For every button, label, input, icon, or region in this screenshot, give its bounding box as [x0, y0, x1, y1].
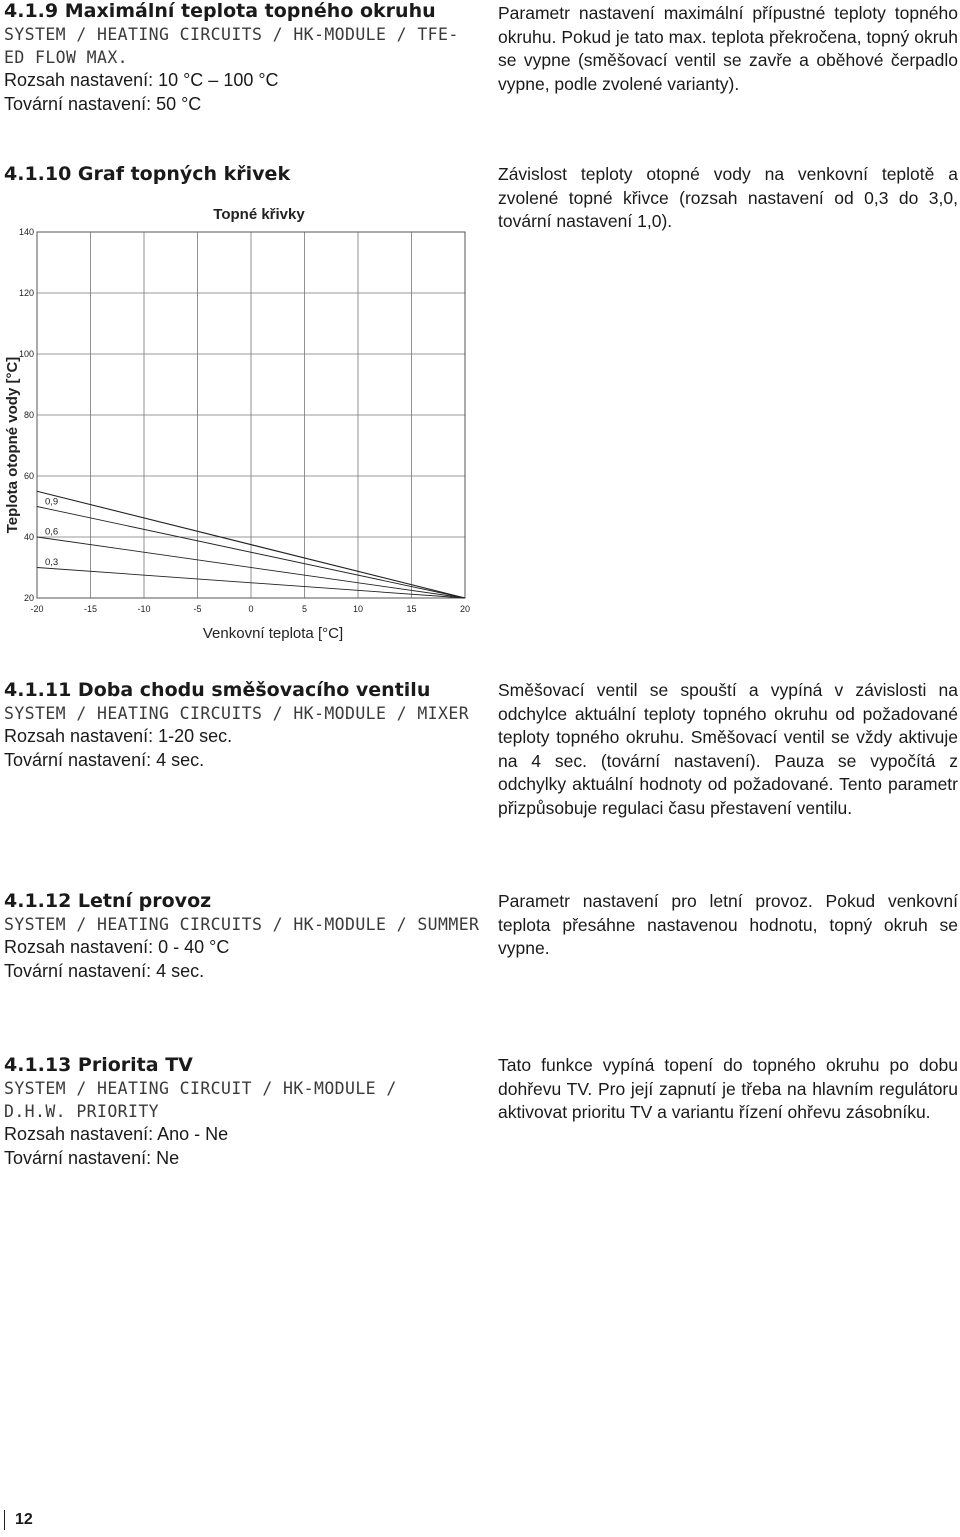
- description-text: Závislost teploty otopné vody na venkovní teplotě a zvolené topné křivce (rozsah nastavení od 0,3 do 3,0, tovární nastavení 1,0).: [498, 164, 958, 231]
- setting-range: Rozsah nastavení: 0 - 40 °C: [4, 937, 230, 957]
- chart-series-labels: [45, 497, 58, 568]
- factory-setting: Tovární nastavení: 4 sec.: [4, 960, 205, 981]
- description-text: Parametr nastavení pro letní provoz. Pokud venkovní teplota přesáhne nastavenou hodnotu, topný okruh se vypne.: [498, 891, 958, 958]
- menu-path: SYSTEM / HEATING CIRCUITS / HK-MODULE / SUMMER: [4, 915, 480, 934]
- x-tick-label: 5: [301, 604, 308, 614]
- curve-label: 0,3: [45, 556, 59, 568]
- chart-title: Topné křivky: [213, 206, 305, 223]
- description-text: Směšovací ventil se spouští a vypíná v závislosti na odchylce aktuální teploty topného okruhu od požadované teploty topného okruhu. Směšovací ventil se vždy aktivuje na 4 sec. (tovární nastavení). Pauza se vypočítá z odchylky aktuální hodnoty od požadované. Tento parametr přizpůsobuje regulaci času přestavení ventilu.: [498, 680, 958, 818]
- description-text: Tato funkce vypíná topení do topného okruhu po dobu dohřevu TV. Pro její zapnutí je třeba na hlavním regulátoru aktivovat prioritu TV a variantu řízení ohřevu zásobníku.: [498, 1055, 958, 1122]
- chart-ticks: [19, 227, 470, 614]
- menu-path: SYSTEM / HEATING CIRCUIT / HK-MODULE / D.H.W. PRIORITY: [4, 1079, 397, 1121]
- setting-range: Rozsah nastavení: 10 °C – 100 °C: [4, 70, 279, 90]
- x-tick-label: 10: [352, 604, 364, 614]
- x-tick-label: -15: [83, 604, 98, 614]
- y-tick-label: 60: [23, 471, 34, 481]
- x-tick-label: 0: [248, 604, 254, 614]
- section-4-1-10-description: [498, 163, 958, 234]
- factory-setting: Tovární nastavení: 4 sec.: [4, 749, 205, 770]
- curve-label: 0,6: [45, 526, 59, 538]
- page-number: 12: [4, 1510, 33, 1530]
- section-4-1-11-description: [498, 679, 958, 820]
- y-tick-label: 20: [23, 593, 34, 603]
- x-tick-label: 20: [459, 604, 471, 614]
- section-heading: 4.1.10 Graf topných křivek: [4, 163, 291, 185]
- chart-grid: [37, 232, 465, 598]
- x-tick-label: -20: [30, 604, 44, 614]
- section-4-1-9-description: [498, 2, 958, 96]
- menu-path: SYSTEM / HEATING CIRCUITS / HK-MODULE / MIXER: [4, 704, 470, 723]
- section-4-1-12: [4, 890, 484, 983]
- factory-setting: Tovární nastavení: 50 °C: [4, 93, 202, 114]
- section-4-1-10: [4, 163, 484, 186]
- curve-label: 0,9: [45, 496, 59, 508]
- section-heading: 4.1.13 Priorita TV: [4, 1054, 193, 1076]
- heating-curves-chart: [0, 195, 490, 645]
- section-heading: 4.1.9 Maximální teplota topného okruhu: [4, 0, 436, 22]
- section-4-1-12-description: [498, 890, 958, 961]
- setting-range: Rozsah nastavení: Ano - Ne: [4, 1124, 229, 1144]
- section-4-1-11: [4, 679, 484, 772]
- chart-y-axis-label: Teplota otopné vody [°C]: [4, 356, 21, 534]
- factory-setting: Tovární nastavení: Ne: [4, 1147, 180, 1168]
- x-tick-label: -10: [137, 604, 151, 614]
- section-4-1-13: [4, 1054, 484, 1170]
- section-4-1-13-description: [498, 1054, 958, 1125]
- y-tick-label: 100: [18, 349, 34, 359]
- x-tick-label: 15: [406, 604, 417, 614]
- x-tick-label: -5: [193, 604, 202, 614]
- y-tick-label: 40: [23, 532, 34, 542]
- y-tick-label: 80: [23, 410, 34, 420]
- y-tick-label: 120: [18, 288, 34, 298]
- section-4-1-9: [4, 0, 484, 116]
- y-tick-label: 140: [18, 227, 34, 237]
- section-heading: 4.1.11 Doba chodu směšovacího ventilu: [4, 679, 431, 701]
- description-text: Parametr nastavení maximální přípustné teploty topného okruhu. Pokud je tato max. teplota překročena, topný okruh se vypne (směšovací ventil se zavře a oběhové čerpadlo vypne, podle zvolené varianty).: [498, 3, 958, 94]
- setting-range: Rozsah nastavení: 1-20 sec.: [4, 726, 233, 746]
- section-heading: 4.1.12 Letní provoz: [4, 890, 212, 912]
- chart-x-axis-label: Venkovní teplota [°C]: [202, 625, 344, 642]
- menu-path: SYSTEM / HEATING CIRCUITS / HK-MODULE / TFE-ED FLOW MAX.: [4, 25, 459, 67]
